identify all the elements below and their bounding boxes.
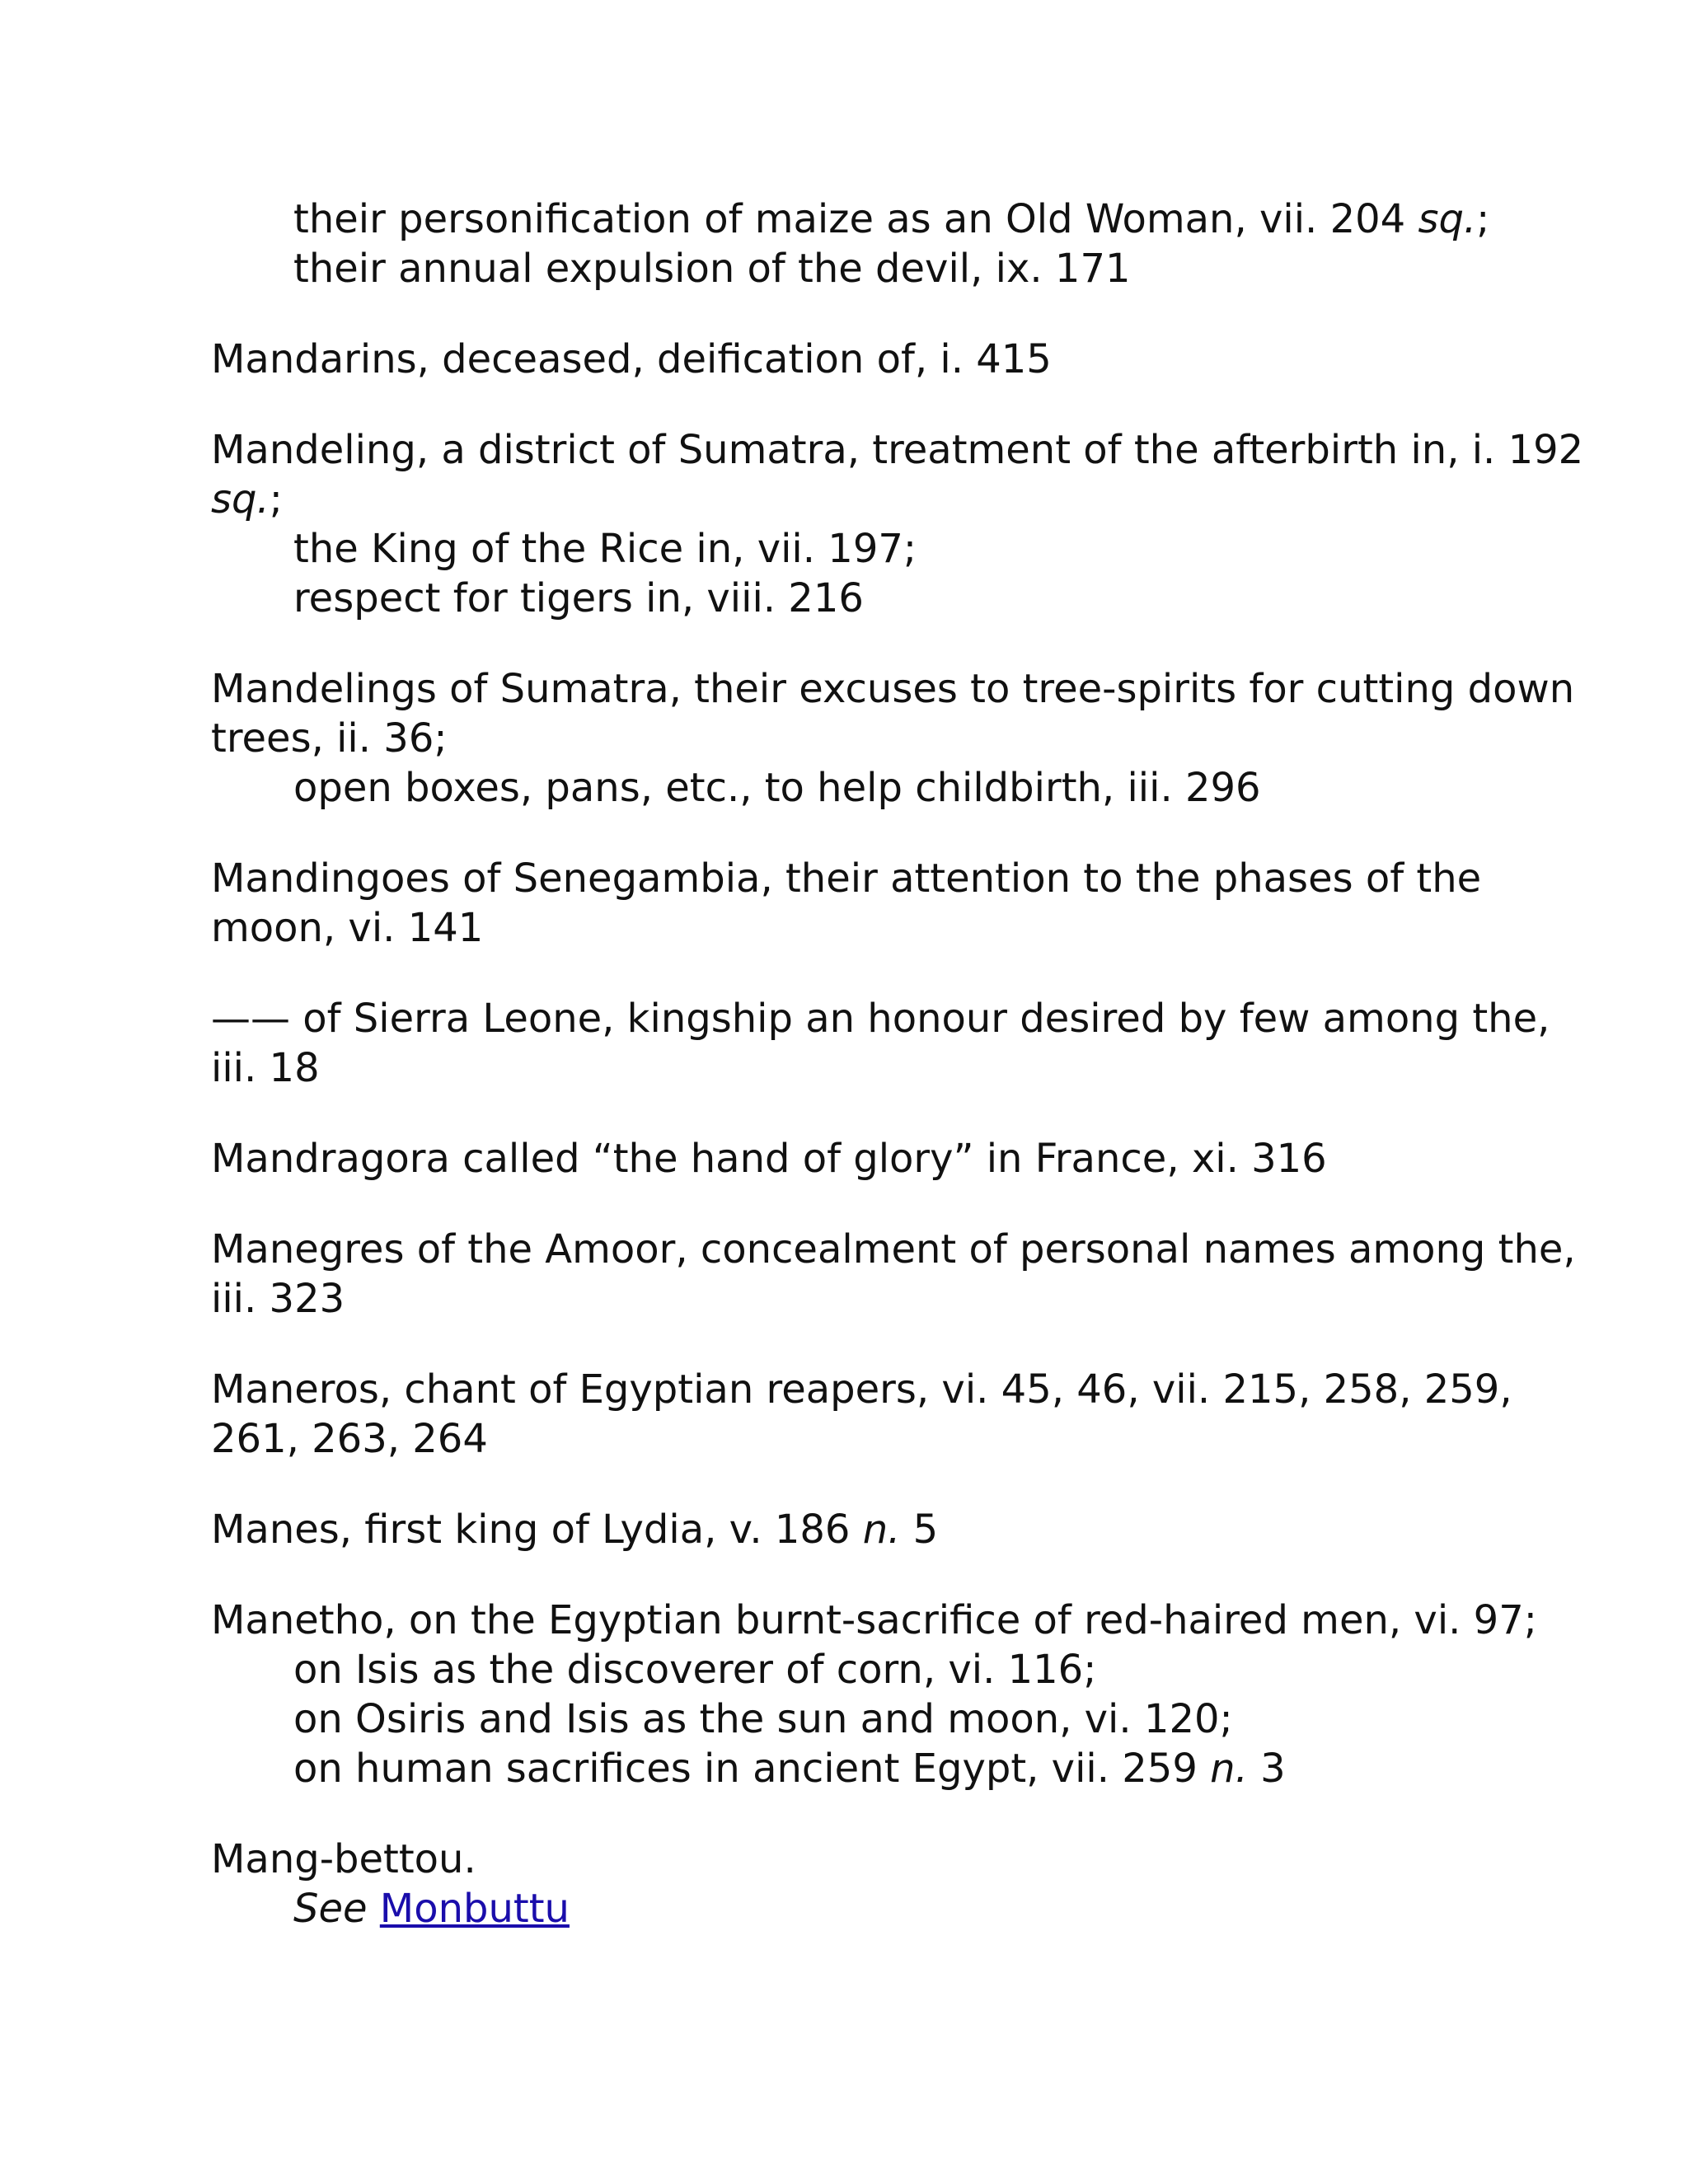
entry-heading-line	[211, 714, 1497, 763]
line-text: iii. 323	[211, 1276, 345, 1322]
index-entry	[211, 1835, 1497, 1933]
entry-heading-line	[211, 1596, 1537, 1645]
entry-subitem	[211, 1694, 1497, 1744]
line-text: Mandingoes of Senegambia, their attention to the phases of the	[211, 855, 1482, 902]
entry-subitem	[211, 194, 1497, 244]
line-text: Manes, first king of Lydia, v. 186	[211, 1507, 863, 1553]
line-text: moon, vi. 141	[211, 905, 484, 951]
entry-subitem	[211, 1744, 1497, 1793]
italic-text: See	[293, 1886, 368, 1932]
line-text-suffix	[368, 1886, 380, 1932]
line-text: Mandarins, deceased, deification of, i. 415	[211, 336, 1052, 382]
entry-heading-line	[211, 1414, 1497, 1464]
line-text: on Osiris and Isis as the sun and moon, vi. 120;	[293, 1696, 1233, 1742]
italic-text: sq.	[1418, 196, 1477, 242]
line-text: Mandeling, a district of Sumatra, treatment of the afterbirth in, i. 192	[211, 427, 1584, 473]
line-text: their personification of maize as an Old Woman, vii. 204	[293, 196, 1418, 242]
index-entry	[211, 994, 1550, 1093]
entry-subitem	[211, 1884, 1497, 1933]
entry-heading-line	[211, 425, 1584, 475]
line-text-suffix: 3	[1247, 1746, 1286, 1792]
entry-heading-line	[211, 1505, 1497, 1554]
line-text: Maneros, chant of Egyptian reapers, vi. 45, 46, vii. 215, 258, 259,	[211, 1366, 1512, 1413]
index-entry	[211, 1596, 1537, 1793]
line-text-suffix: ;	[269, 476, 283, 523]
line-text: respect for tigers in, viii. 216	[293, 575, 864, 621]
entry-subitem	[211, 763, 1497, 813]
line-text: open boxes, pans, etc., to help childbirth, iii. 296	[293, 765, 1261, 811]
entry-heading-line	[211, 994, 1550, 1043]
entry-heading-line	[211, 1043, 1497, 1093]
line-text: their annual expulsion of the devil, ix. 171	[293, 246, 1131, 292]
entry-heading-line	[211, 475, 1497, 524]
entry-subitem	[211, 1645, 1497, 1694]
line-text: Manegres of the Amoor, concealment of personal names among the,	[211, 1226, 1576, 1272]
line-text: on Isis as the discoverer of corn, vi. 116;	[293, 1647, 1097, 1693]
index-entry	[211, 1134, 1497, 1183]
italic-text: n.	[1210, 1746, 1248, 1792]
entry-heading-line	[211, 1365, 1512, 1414]
entry-subitem	[211, 524, 1497, 574]
line-text: Mandragora called “the hand of glory” in France, xi. 316	[211, 1136, 1327, 1182]
line-text: iii. 18	[211, 1045, 320, 1091]
line-text: trees, ii. 36;	[211, 715, 448, 762]
entry-heading-line	[211, 335, 1497, 384]
line-text: Mang-bettou.	[211, 1836, 476, 1882]
index-entry	[211, 664, 1575, 813]
italic-text: sq.	[211, 476, 270, 523]
entry-heading-line	[211, 1274, 1497, 1324]
italic-text: n.	[862, 1507, 901, 1553]
entry-heading-line	[211, 1134, 1497, 1183]
entry-heading-line	[211, 903, 1497, 953]
line-text: Manetho, on the Egyptian burnt-sacrifice of red-haired men, vi. 97;	[211, 1597, 1537, 1643]
line-text: on human sacrifices in ancient Egypt, vii. 259	[293, 1746, 1211, 1792]
line-text-suffix: ;	[1476, 196, 1490, 242]
index-entry	[211, 194, 1497, 293]
index-entry	[211, 1365, 1512, 1464]
entry-heading-line	[211, 854, 1497, 903]
entry-heading-line	[211, 1835, 1497, 1884]
entry-heading-line	[211, 664, 1575, 714]
index-page	[211, 194, 1584, 1975]
entry-heading-line	[211, 1225, 1576, 1274]
entry-subitem	[211, 244, 1497, 293]
index-entry	[211, 1505, 1497, 1554]
entry-subitem	[211, 574, 1497, 623]
cross-reference-link[interactable]: Monbuttu	[379, 1886, 570, 1932]
index-entry	[211, 854, 1497, 953]
index-entry	[211, 425, 1584, 623]
index-entry	[211, 1225, 1576, 1324]
line-text: the King of the Rice in, vii. 197;	[293, 526, 917, 572]
line-text: —— of Sierra Leone, kingship an honour desired by few among the,	[211, 996, 1550, 1042]
index-entry	[211, 335, 1497, 384]
line-text-suffix: 5	[900, 1507, 939, 1553]
line-text: Mandelings of Sumatra, their excuses to tree-spirits for cutting down	[211, 666, 1575, 712]
line-text: 261, 263, 264	[211, 1416, 488, 1462]
